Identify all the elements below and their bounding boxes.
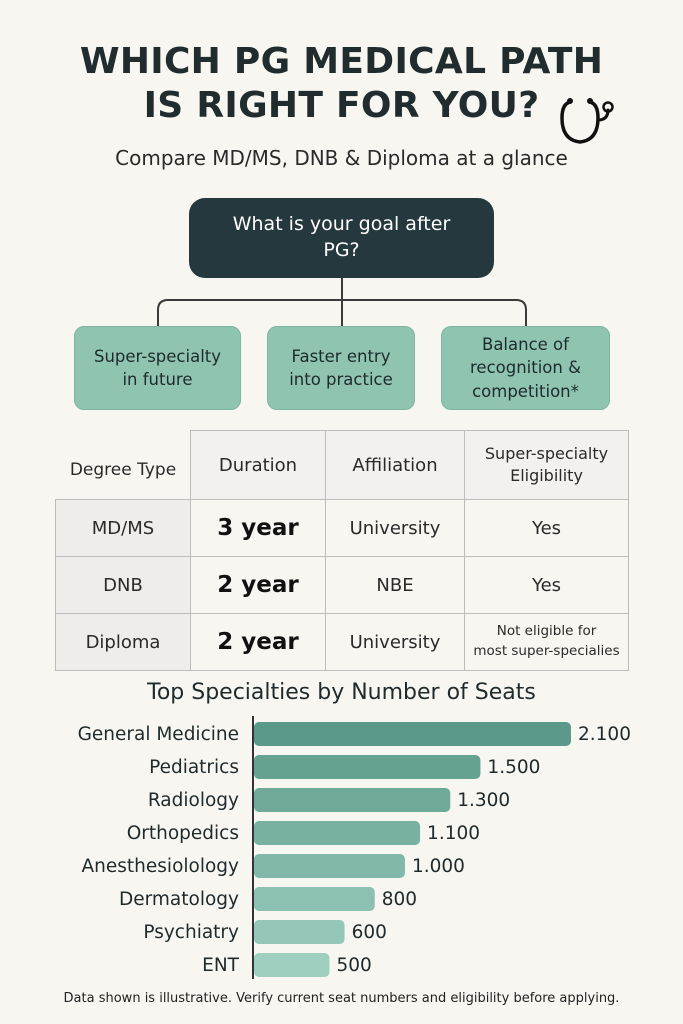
cell-duration: 2 year bbox=[191, 557, 326, 614]
value-label: 1.300 bbox=[457, 790, 511, 811]
bar bbox=[254, 821, 420, 845]
value-label: 1.000 bbox=[411, 856, 465, 877]
option-super-specialty bbox=[74, 326, 241, 410]
value-label: 600 bbox=[351, 922, 387, 943]
goal-question-line: PG? bbox=[323, 239, 360, 261]
title-line-2: IS RIGHT FOR YOU? bbox=[143, 84, 540, 126]
cell-degree: DNB bbox=[56, 557, 191, 614]
option-line: Balance of bbox=[482, 335, 569, 355]
cell-eligibility bbox=[465, 614, 629, 671]
option-faster-entry bbox=[267, 326, 415, 410]
category-label: ENT bbox=[202, 955, 239, 976]
cell-affiliation: University bbox=[326, 500, 465, 557]
option-line: recognition & bbox=[470, 358, 581, 378]
option-line: into practice bbox=[289, 370, 393, 389]
cell-degree: MD/MS bbox=[56, 500, 191, 557]
option-line: in future bbox=[122, 370, 193, 389]
header-affiliation: Affiliation bbox=[326, 431, 465, 500]
option-line: Super-specialty bbox=[93, 346, 222, 366]
cell-eligibility: Yes bbox=[465, 557, 629, 614]
eligibility-note-line: Not eligible for bbox=[496, 623, 597, 640]
table-header-row bbox=[56, 431, 629, 500]
option-balance bbox=[441, 326, 610, 410]
bar bbox=[254, 953, 329, 977]
seats-bar-chart bbox=[0, 712, 683, 982]
table-row bbox=[56, 557, 629, 614]
bar bbox=[254, 788, 450, 812]
subtitle: Compare MD/MS, DNB & Diploma at a glance bbox=[115, 146, 568, 170]
footnote: Data shown is illustrative. Verify current seat numbers and eligibility before applying. bbox=[63, 991, 620, 1006]
value-label: 1.500 bbox=[487, 757, 541, 778]
header-eligibility: Super-specialty Eligibility bbox=[465, 431, 629, 500]
category-label: Dermatology bbox=[119, 889, 239, 910]
bar bbox=[254, 887, 375, 911]
bar bbox=[254, 854, 405, 878]
value-label: 800 bbox=[381, 889, 418, 910]
comparison-table bbox=[55, 430, 629, 671]
value-label: 2.100 bbox=[578, 724, 631, 745]
category-label: Psychiatry bbox=[143, 922, 239, 943]
eligibility-note-line: most super-specialies bbox=[473, 643, 620, 659]
chart-title: Top Specialties by Number of Seats bbox=[147, 680, 536, 705]
bar bbox=[254, 920, 345, 944]
goal-question-box bbox=[189, 198, 494, 278]
value-label: 500 bbox=[336, 955, 372, 976]
cell-eligibility: Yes bbox=[465, 500, 629, 557]
cell-duration: 2 year bbox=[191, 614, 326, 671]
flow-connectors bbox=[0, 0, 683, 330]
cell-affiliation: NBE bbox=[326, 557, 465, 614]
option-line: competition* bbox=[472, 381, 579, 401]
category-label: Anesthesiolology bbox=[81, 856, 239, 877]
header-duration: Duration bbox=[191, 431, 326, 500]
table-row bbox=[56, 614, 629, 671]
cell-duration: 3 year bbox=[191, 500, 326, 557]
cell-affiliation: University bbox=[326, 614, 465, 671]
goal-question-line: What is your goal after bbox=[232, 213, 451, 236]
bar bbox=[254, 755, 480, 779]
table-row bbox=[56, 500, 629, 557]
category-label: Radiology bbox=[147, 790, 239, 811]
header-degree-type: Degree Type bbox=[56, 431, 191, 500]
title-line-1: WHICH PG MEDICAL PATH bbox=[79, 41, 604, 82]
cell-degree: Diploma bbox=[56, 614, 191, 671]
category-label: Orthopedics bbox=[126, 823, 239, 844]
bar bbox=[254, 722, 571, 746]
option-line: Faster entry bbox=[291, 346, 391, 366]
value-label: 1.100 bbox=[427, 823, 481, 844]
category-label: Pediatrics bbox=[149, 757, 239, 778]
category-label: General Medicine bbox=[77, 724, 239, 745]
